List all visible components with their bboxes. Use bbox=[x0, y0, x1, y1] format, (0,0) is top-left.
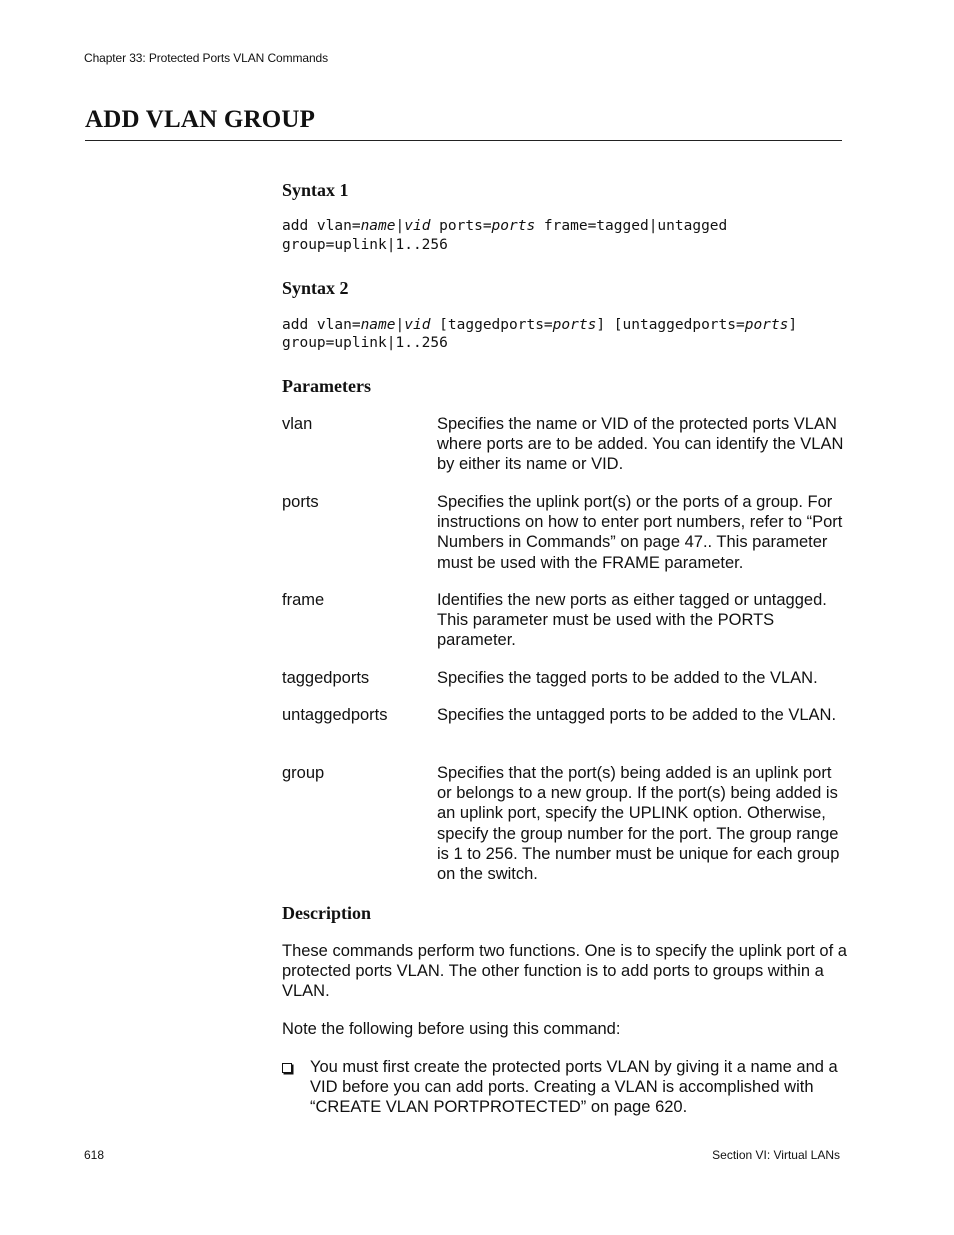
syntax2-line1 bbox=[282, 316, 797, 335]
syntax-literal: ] bbox=[788, 317, 798, 333]
param-desc-taggedports: Specifies the tagged ports to be added to the VLAN. bbox=[437, 669, 818, 687]
param-desc-group: Specifies that the port(s) being added is an uplink port or belongs to a new group. If the port(s) being added is an uplink port, specify the UPLINK option. Otherwise, specify the group number for the port. The group range is 1 to 256. The number must be unique for each group on the switch. bbox=[437, 764, 840, 884]
syntax2-heading: Syntax 2 bbox=[282, 278, 349, 298]
syntax-placeholder: vid bbox=[404, 317, 431, 333]
syntax-placeholder: name bbox=[360, 218, 396, 234]
syntax-literal: add vlan= bbox=[282, 218, 361, 234]
description-heading: Description bbox=[282, 903, 371, 923]
syntax1-line2 bbox=[282, 236, 448, 255]
syntax-literal: ports= bbox=[430, 218, 492, 234]
note-list-item-text: You must first create the protected ports VLAN by giving it a name and a VID before you can add ports. Creating a VLAN is accomplished with “CREATE VLAN PORTPROTECTED” on page 620. bbox=[310, 1058, 838, 1117]
param-name-taggedports: taggedports bbox=[282, 669, 370, 687]
footer-section: Section VI: Virtual LANs bbox=[712, 1148, 840, 1162]
syntax-literal: add vlan= bbox=[282, 317, 361, 333]
syntax-literal: [taggedports= bbox=[430, 317, 553, 333]
description-paragraph-1: These commands perform two functions. One is to specify the uplink port of a protected ports VLAN. The other function is to add ports to groups within a VLAN. bbox=[282, 942, 847, 1001]
syntax-literal: ] [untaggedports= bbox=[596, 317, 745, 333]
param-desc-vlan: Specifies the name or VID of the protected ports VLAN where ports are to be added. You can identify the VLAN by either its name or VID. bbox=[437, 415, 844, 474]
syntax1-heading: Syntax 1 bbox=[282, 180, 349, 200]
param-desc-untaggedports: Specifies the untagged ports to be added to the VLAN. bbox=[437, 706, 837, 724]
syntax-placeholder: ports bbox=[491, 218, 536, 234]
param-name-group: group bbox=[282, 764, 325, 782]
syntax-literal: group=uplink|1..256 bbox=[282, 237, 448, 253]
parameters-heading: Parameters bbox=[282, 376, 371, 396]
param-name-ports: ports bbox=[282, 493, 319, 511]
syntax-literal: frame=tagged|untagged bbox=[535, 218, 728, 234]
syntax-literal: | bbox=[395, 218, 405, 234]
syntax-literal: group=uplink|1..256 bbox=[282, 335, 448, 351]
syntax-placeholder: ports bbox=[744, 317, 789, 333]
syntax2-line2 bbox=[282, 334, 448, 353]
param-name-untaggedports: untaggedports bbox=[282, 706, 388, 724]
syntax-literal: | bbox=[395, 317, 405, 333]
description-paragraph-2: Note the following before using this command: bbox=[282, 1020, 621, 1038]
param-desc-frame: Identifies the new ports as either tagged or untagged. This parameter must be used with the PORTS parameter. bbox=[437, 591, 827, 650]
running-header: Chapter 33: Protected Ports VLAN Commands bbox=[84, 51, 329, 65]
param-desc-ports: Specifies the uplink port(s) or the ports of a group. For instructions on how to enter port numbers, refer to “Port Numbers in Commands” on page 47.. This parameter must be used with the FRAME parameter. bbox=[437, 493, 843, 572]
syntax-placeholder: vid bbox=[404, 218, 431, 234]
title-rule bbox=[85, 140, 842, 141]
syntax-placeholder: ports bbox=[552, 317, 597, 333]
page-title: ADD VLAN GROUP bbox=[85, 106, 316, 133]
syntax-placeholder: name bbox=[360, 317, 396, 333]
checkbox-bullet-icon bbox=[282, 1063, 292, 1073]
page-number: 618 bbox=[84, 1148, 105, 1162]
param-name-vlan: vlan bbox=[282, 415, 313, 433]
syntax1-line1 bbox=[282, 217, 727, 236]
param-name-frame: frame bbox=[282, 591, 325, 609]
